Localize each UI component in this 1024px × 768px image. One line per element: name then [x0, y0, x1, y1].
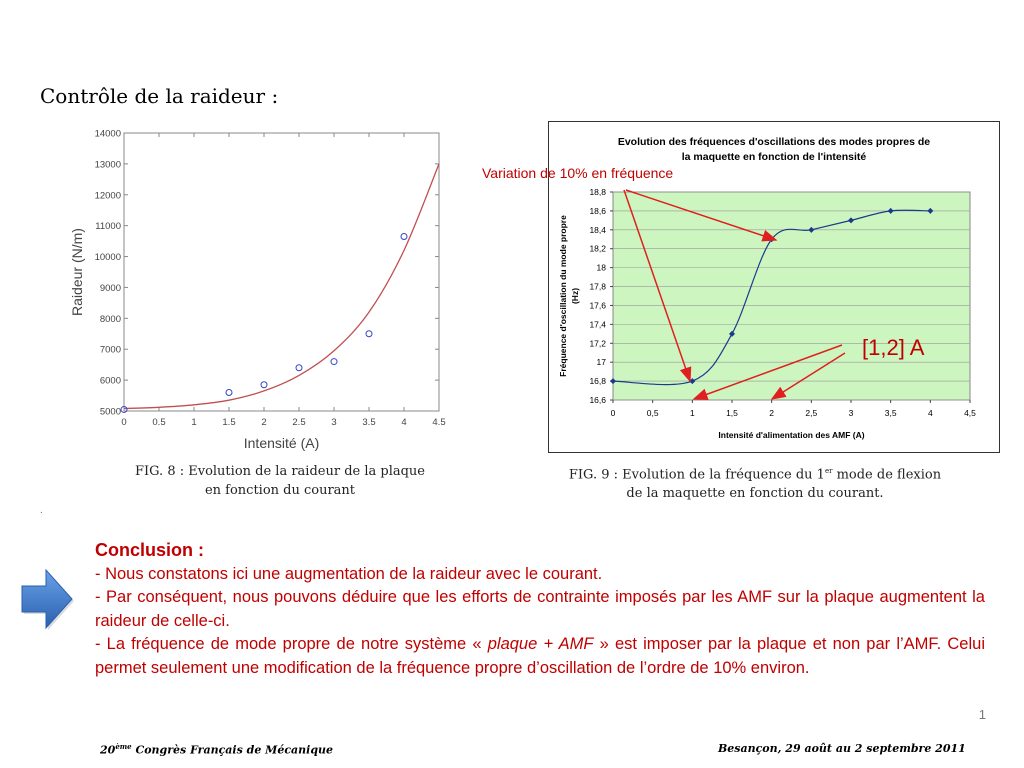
x-tick-label: 3 [331, 417, 337, 428]
conclusion-line-3 [95, 633, 985, 680]
y-tick-label: 7000 [99, 344, 121, 356]
x-tick-label: 2,5 [805, 408, 818, 418]
x-tick-label: 0.5 [152, 417, 166, 428]
y-axis-label: Raideur (N/m) [69, 228, 85, 316]
fig8-caption [100, 462, 460, 500]
y-tick-label: 11000 [95, 221, 121, 233]
y-axis-label-line2: (Hz) [570, 287, 580, 305]
x-tick-label: 2.5 [292, 417, 306, 428]
footer-left-post: Congrès Français de Mécanique [131, 743, 334, 757]
x-tick-label: 3 [848, 408, 854, 418]
y-tick-label: 17,4 [589, 319, 606, 330]
chart-title-line2: la maquette en fonction de l'intensité [681, 151, 867, 163]
y-tick-label: 18,4 [589, 224, 606, 235]
fig9-caption-line1 [540, 462, 970, 484]
y-tick-label: 17 [596, 357, 606, 368]
y-tick-label: 6000 [99, 375, 121, 387]
footer-left-pre: 20 [100, 743, 116, 757]
footer-left [100, 742, 333, 757]
fig8-caption-line1: FIG. 8 : Evolution de la raideur de la plaque [134, 464, 425, 479]
slide-title: Contrôle de la raideur : [40, 84, 279, 108]
y-tick-label: 18 [596, 262, 606, 273]
conclusion-heading: Conclusion : [95, 540, 204, 560]
y-tick-label: 9000 [99, 282, 121, 294]
conclusion-line-3c: » est imposer par la plaque et non par l’AMF. Celui permet seulement une modification de la fréquence propre d’oscillation de l’ordre de 10% environ. [95, 635, 985, 677]
y-tick-label: 18,2 [589, 243, 606, 254]
stray-dot: . [40, 505, 43, 516]
x-tick-label: 3.5 [362, 417, 376, 428]
fig9-caption-suffix: mode de flexion [832, 467, 942, 483]
y-axis-label-line1: Fréquence d'oscillation du mode propre [558, 215, 568, 377]
conclusion-line-3a: - La fréquence de mode propre de notre système « [95, 635, 488, 653]
x-tick-label: 0,5 [646, 408, 659, 418]
x-tick-label: 4 [927, 408, 933, 418]
y-tick-label: 18,6 [589, 205, 606, 216]
page-number: 1 [978, 707, 986, 722]
y-tick-label: 10000 [94, 252, 121, 264]
y-tick-label: 17,2 [589, 338, 606, 349]
x-tick-label: 4,5 [964, 408, 976, 418]
y-tick-label: 8000 [99, 313, 121, 325]
x-tick-label: 3,5 [884, 408, 897, 418]
x-tick-label: 2 [769, 408, 775, 418]
fig8-caption-line2: en fonction du courant [204, 483, 356, 498]
y-tick-label: 5000 [99, 406, 121, 418]
y-tick-label: 12000 [94, 190, 121, 202]
y-tick-label: 16,8 [589, 376, 606, 387]
x-tick-label: 1.5 [222, 417, 236, 428]
x-tick-label: 4 [401, 417, 407, 428]
y-tick-label: 18,8 [589, 187, 606, 197]
variation-annotation: Variation de 10% en fréquence [482, 165, 674, 181]
x-tick-label: 1 [191, 417, 197, 428]
arrow-to-low-frequency [624, 190, 690, 381]
chart-title-line1: Evolution des fréquences d'oscillations des modes propres de [617, 136, 931, 148]
conclusion-block [95, 539, 985, 680]
arrow-to-1A [694, 345, 842, 399]
range-annotation: [1,2] A [862, 335, 925, 360]
x-axis-label: Intensité (A) [243, 435, 320, 451]
arrow-to-2A [772, 353, 845, 399]
fig9-caption-sup: er [824, 467, 833, 475]
y-tick-label: 17,8 [589, 281, 606, 292]
footer-right: Besançon, 29 août au 2 septembre 2011 [718, 742, 966, 755]
x-tick-label: 0 [610, 408, 616, 418]
x-tick-label: 1 [689, 408, 695, 418]
x-tick-label: 2 [261, 417, 267, 428]
y-tick-label: 16,6 [589, 395, 606, 405]
footer-left-sup: ème [115, 742, 132, 751]
x-tick-label: 1,5 [726, 408, 738, 418]
fig9-caption-line2: de la maquette en fonction du courant. [626, 486, 884, 502]
x-axis-label: Intensité d'alimentation des AMF (A) [718, 430, 865, 440]
conclusion-line-2: - Par conséquent, nous pouvons déduire que les efforts de contrainte imposés par les AMF sur la plaque augmentent la raideur de celle-ci. [95, 588, 985, 630]
x-tick-label: 4.5 [432, 417, 446, 428]
y-tick-label: 14000 [94, 128, 121, 140]
next-arrow-icon[interactable] [18, 566, 76, 632]
fig9-caption-prefix: FIG. 9 : Evolution de la fréquence du 1 [568, 467, 825, 483]
conclusion-line-3b: plaque + AMF [487, 635, 594, 653]
arrow-to-high-frequency [626, 190, 776, 240]
conclusion-line-1: - Nous constatons ici une augmentation de la raideur avec le courant. [95, 564, 603, 583]
y-tick-label: 13000 [94, 159, 121, 171]
fig9-caption [540, 462, 970, 503]
y-tick-label: 17,6 [589, 300, 606, 311]
x-tick-label: 0 [121, 417, 127, 428]
